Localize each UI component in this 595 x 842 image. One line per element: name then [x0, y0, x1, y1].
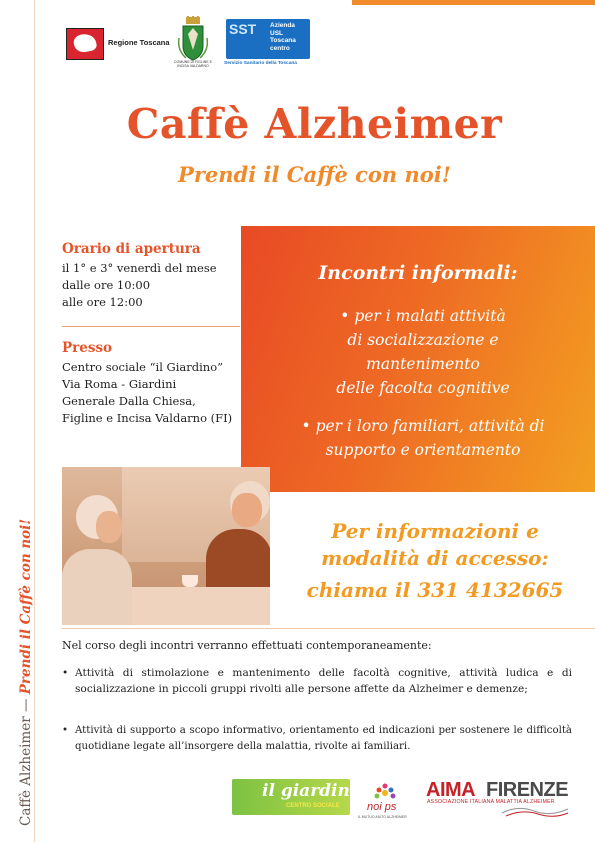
incontri-item-line: mantenimento [366, 355, 480, 373]
presso-line: Via Roma - Giardini [62, 377, 177, 391]
presso-line: Generale Dalla Chiesa, [62, 394, 196, 408]
usl-name-block [270, 22, 310, 52]
orario-heading: Orario di apertura [62, 241, 201, 257]
incontri-item-familiari [268, 414, 578, 462]
regione-toscana-label: Regione Toscana [108, 38, 170, 47]
presso-heading: Presso [62, 340, 113, 356]
incontri-item-malati [280, 304, 566, 400]
usl-name-line2: USL [270, 29, 283, 37]
orario-line: il 1° e 3° venerdì del mese [62, 261, 217, 275]
incontri-item-line: di socializzazione e [347, 331, 499, 349]
list-item [62, 666, 572, 697]
usl-sst-mark: SST [229, 21, 257, 37]
info-call-phone: chiama il 331 4132665 [306, 578, 564, 602]
list-item-text: Attività di supporto a scopo informativo, orientamento ed indicazioni per sostenere le difficoltà quotidiane legate all’insorgere della malattia, rivolte ai familiari. [75, 725, 572, 752]
section-divider [62, 628, 595, 629]
page-title: Caffè Alzheimer [126, 100, 503, 148]
top-accent-bar [352, 0, 595, 5]
list-item [62, 723, 572, 754]
usl-name-line4: centro [270, 44, 290, 52]
incontri-item-line: delle facolta cognitive [336, 379, 510, 397]
page-subtitle: Prendi il Caffè con noi! [178, 162, 451, 187]
usl-name-line1: Azienda [270, 22, 295, 29]
info-call-line: Per informazioni e [331, 519, 539, 543]
incontri-item-line: • per i malati attività [340, 307, 506, 325]
firenze-wordmark: FIRENZE [486, 779, 569, 801]
noi-caption: IL MUTUO AIUTO ALZHEIMER [358, 815, 407, 819]
bullet-dot-icon: • [62, 667, 69, 679]
il-giardino-name: il giardino [262, 781, 362, 801]
aima-wordmark: AIMA [426, 779, 476, 801]
aima-wave-icon [500, 803, 570, 817]
presso-line: Figline e Incisa Valdarno (FI) [62, 411, 233, 425]
il-giardino-sub: CENTRO SOCIALE [286, 803, 340, 809]
vertical-side-label [18, 519, 34, 826]
info-divider [62, 326, 240, 327]
usl-name-line3: Toscana [270, 37, 296, 44]
incontri-item-line: supporto e orientamento [325, 441, 521, 459]
body-intro: Nel corso degli incontri verranno effettuati contemporaneamente: [62, 639, 432, 652]
info-call-line: modalità di accesso: [321, 546, 549, 570]
incontri-heading: Incontri informali: [318, 262, 518, 284]
orario-line: alle ore 12:00 [62, 295, 143, 309]
elderly-women-photo [62, 467, 270, 625]
side-label-part2: Prendi il Caffè con noi! [18, 518, 34, 695]
presso-line: Centro sociale “il Giardino” [62, 360, 224, 374]
list-item-text: Attività di stimolazione e mantenimento delle facoltà cognitive, attività ludica e di socializzazione in piccoli gruppi rivolti alle persone affette da Alzheimer e demenze; [75, 667, 572, 695]
bullet-dot-icon: • [62, 725, 69, 736]
side-label-separator: — [18, 694, 34, 717]
orario-line: dalle ore 10:00 [62, 278, 151, 292]
side-label-part1: Caffè Alzheimer [18, 716, 34, 826]
regione-toscana-logo-icon [66, 28, 104, 60]
incontri-item-line: • per i loro familiari, attività di [301, 417, 545, 435]
comune-caption: COMUNE DI FIGLINE E INCISA VALDARNO [174, 60, 212, 68]
usl-caption: Servizio Sanitario della Toscana [224, 61, 297, 66]
aima-subtitle: ASSOCIAZIONE ITALIANA MALATTIA ALZHEIMER [427, 799, 555, 805]
noi-name: noi ps [367, 801, 397, 813]
